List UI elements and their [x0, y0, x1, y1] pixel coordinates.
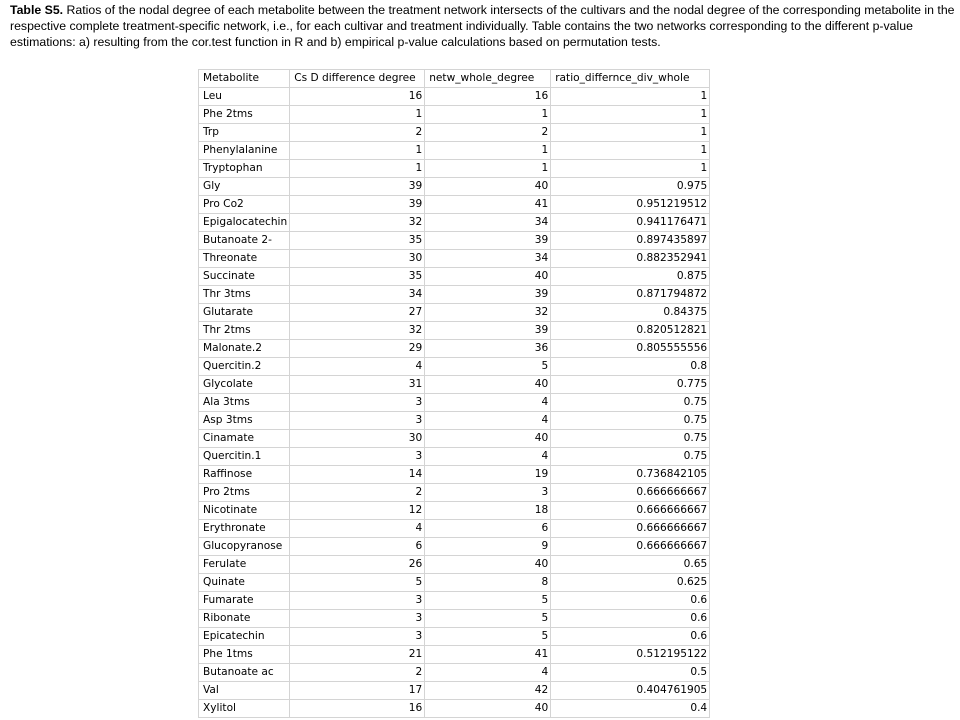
cell-whole-degree: 9 [425, 538, 551, 556]
cell-difference-degree: 3 [290, 412, 425, 430]
cell-ratio: 0.805555556 [551, 340, 710, 358]
cell-difference-degree: 1 [290, 106, 425, 124]
cell-ratio: 0.875 [551, 268, 710, 286]
cell-difference-degree: 2 [290, 124, 425, 142]
caption-label: Table S5. [10, 3, 64, 17]
cell-whole-degree: 40 [425, 178, 551, 196]
header-metabolite: Metabolite [199, 70, 290, 88]
cell-metabolite: Val [199, 682, 290, 700]
header-ratio: ratio_differnce_div_whole [551, 70, 710, 88]
cell-ratio: 1 [551, 142, 710, 160]
table-row [199, 646, 710, 664]
cell-difference-degree: 3 [290, 610, 425, 628]
cell-metabolite: Glucopyranose [199, 538, 290, 556]
header-difference-degree: Cs D difference degree [290, 70, 425, 88]
cell-ratio: 0.75 [551, 394, 710, 412]
cell-difference-degree: 1 [290, 160, 425, 178]
table-row [199, 376, 710, 394]
cell-ratio: 0.897435897 [551, 232, 710, 250]
cell-difference-degree: 39 [290, 196, 425, 214]
cell-whole-degree: 1 [425, 106, 551, 124]
cell-whole-degree: 4 [425, 412, 551, 430]
cell-difference-degree: 31 [290, 376, 425, 394]
cell-whole-degree: 40 [425, 268, 551, 286]
cell-difference-degree: 30 [290, 250, 425, 268]
cell-metabolite: Ferulate [199, 556, 290, 574]
table-row [199, 628, 710, 646]
cell-whole-degree: 6 [425, 520, 551, 538]
table-row [199, 412, 710, 430]
cell-ratio: 0.75 [551, 430, 710, 448]
cell-metabolite: Phe 2tms [199, 106, 290, 124]
table-row [199, 268, 710, 286]
cell-whole-degree: 4 [425, 664, 551, 682]
cell-whole-degree: 39 [425, 232, 551, 250]
cell-metabolite: Quinate [199, 574, 290, 592]
cell-ratio: 0.871794872 [551, 286, 710, 304]
table-body [199, 70, 710, 718]
table-row [199, 574, 710, 592]
cell-metabolite: Phe 1tms [199, 646, 290, 664]
cell-metabolite: Butanoate ac [199, 664, 290, 682]
cell-ratio: 0.6 [551, 592, 710, 610]
cell-difference-degree: 29 [290, 340, 425, 358]
cell-metabolite: Tryptophan [199, 160, 290, 178]
cell-whole-degree: 5 [425, 358, 551, 376]
cell-metabolite: Cinamate [199, 430, 290, 448]
cell-difference-degree: 2 [290, 484, 425, 502]
table-row [199, 538, 710, 556]
cell-ratio: 0.625 [551, 574, 710, 592]
cell-metabolite: Quercitin.1 [199, 448, 290, 466]
table-row [199, 466, 710, 484]
cell-ratio: 0.666666667 [551, 484, 710, 502]
cell-ratio: 0.666666667 [551, 520, 710, 538]
cell-ratio: 1 [551, 160, 710, 178]
table-caption [10, 2, 955, 50]
cell-whole-degree: 5 [425, 628, 551, 646]
cell-metabolite: Glycolate [199, 376, 290, 394]
cell-metabolite: Thr 3tms [199, 286, 290, 304]
metabolite-table [198, 69, 710, 718]
table-row [199, 88, 710, 106]
table-row [199, 430, 710, 448]
cell-difference-degree: 2 [290, 664, 425, 682]
cell-ratio: 0.512195122 [551, 646, 710, 664]
cell-metabolite: Succinate [199, 268, 290, 286]
table-row [199, 160, 710, 178]
cell-difference-degree: 32 [290, 214, 425, 232]
table-row [199, 322, 710, 340]
cell-ratio: 0.404761905 [551, 682, 710, 700]
cell-difference-degree: 26 [290, 556, 425, 574]
cell-difference-degree: 34 [290, 286, 425, 304]
cell-whole-degree: 5 [425, 592, 551, 610]
cell-whole-degree: 1 [425, 142, 551, 160]
cell-whole-degree: 19 [425, 466, 551, 484]
cell-metabolite: Pro Co2 [199, 196, 290, 214]
cell-whole-degree: 39 [425, 322, 551, 340]
cell-whole-degree: 40 [425, 700, 551, 718]
cell-difference-degree: 4 [290, 520, 425, 538]
cell-ratio: 0.820512821 [551, 322, 710, 340]
cell-metabolite: Leu [199, 88, 290, 106]
cell-difference-degree: 35 [290, 268, 425, 286]
cell-whole-degree: 41 [425, 646, 551, 664]
cell-metabolite: Glutarate [199, 304, 290, 322]
table-row [199, 484, 710, 502]
cell-ratio: 0.882352941 [551, 250, 710, 268]
cell-difference-degree: 14 [290, 466, 425, 484]
cell-whole-degree: 36 [425, 340, 551, 358]
cell-ratio: 0.4 [551, 700, 710, 718]
cell-ratio: 1 [551, 106, 710, 124]
cell-whole-degree: 5 [425, 610, 551, 628]
cell-metabolite: Epigalocatechin [199, 214, 290, 232]
cell-metabolite: Pro 2tms [199, 484, 290, 502]
header-whole-degree: netw_whole_degree [425, 70, 551, 88]
cell-whole-degree: 1 [425, 160, 551, 178]
cell-metabolite: Quercitin.2 [199, 358, 290, 376]
table-row [199, 358, 710, 376]
table-row [199, 286, 710, 304]
cell-difference-degree: 4 [290, 358, 425, 376]
cell-ratio: 0.75 [551, 412, 710, 430]
cell-difference-degree: 5 [290, 574, 425, 592]
table-row [199, 304, 710, 322]
cell-ratio: 1 [551, 88, 710, 106]
table-row [199, 142, 710, 160]
cell-difference-degree: 12 [290, 502, 425, 520]
table-row [199, 394, 710, 412]
cell-whole-degree: 32 [425, 304, 551, 322]
cell-difference-degree: 32 [290, 322, 425, 340]
cell-whole-degree: 18 [425, 502, 551, 520]
header-row [199, 70, 710, 88]
cell-metabolite: Gly [199, 178, 290, 196]
table-row [199, 502, 710, 520]
cell-whole-degree: 41 [425, 196, 551, 214]
cell-difference-degree: 30 [290, 430, 425, 448]
cell-metabolite: Asp 3tms [199, 412, 290, 430]
cell-difference-degree: 3 [290, 628, 425, 646]
cell-difference-degree: 16 [290, 700, 425, 718]
cell-whole-degree: 40 [425, 430, 551, 448]
cell-difference-degree: 1 [290, 142, 425, 160]
cell-whole-degree: 2 [425, 124, 551, 142]
cell-difference-degree: 17 [290, 682, 425, 700]
cell-whole-degree: 3 [425, 484, 551, 502]
cell-ratio: 0.975 [551, 178, 710, 196]
cell-whole-degree: 4 [425, 448, 551, 466]
cell-ratio: 0.6 [551, 628, 710, 646]
cell-whole-degree: 42 [425, 682, 551, 700]
cell-ratio: 0.75 [551, 448, 710, 466]
table-row [199, 610, 710, 628]
table-row [199, 592, 710, 610]
table-row [199, 232, 710, 250]
cell-ratio: 0.5 [551, 664, 710, 682]
cell-metabolite: Butanoate 2- [199, 232, 290, 250]
cell-metabolite: Xylitol [199, 700, 290, 718]
cell-metabolite: Erythronate [199, 520, 290, 538]
cell-ratio: 0.84375 [551, 304, 710, 322]
table-row [199, 124, 710, 142]
table-row [199, 106, 710, 124]
cell-metabolite: Malonate.2 [199, 340, 290, 358]
cell-ratio: 1 [551, 124, 710, 142]
cell-difference-degree: 39 [290, 178, 425, 196]
table-row [199, 178, 710, 196]
cell-metabolite: Trp [199, 124, 290, 142]
cell-whole-degree: 34 [425, 214, 551, 232]
cell-metabolite: Threonate [199, 250, 290, 268]
cell-ratio: 0.941176471 [551, 214, 710, 232]
cell-difference-degree: 16 [290, 88, 425, 106]
cell-ratio: 0.8 [551, 358, 710, 376]
cell-whole-degree: 8 [425, 574, 551, 592]
cell-difference-degree: 3 [290, 592, 425, 610]
table-row [199, 340, 710, 358]
cell-metabolite: Epicatechin [199, 628, 290, 646]
cell-ratio: 0.666666667 [551, 538, 710, 556]
table-row [199, 520, 710, 538]
cell-difference-degree: 3 [290, 394, 425, 412]
cell-metabolite: Raffinose [199, 466, 290, 484]
cell-metabolite: Ala 3tms [199, 394, 290, 412]
cell-ratio: 0.951219512 [551, 196, 710, 214]
caption-text: Ratios of the nodal degree of each metabolite between the treatment network intersects of the cultivars and the nodal degree of the corresponding metabolite in the respective complete treatment-specific network, i.e., for each cultivar and treatment individually. Table contains the two networks corresponding to the different p-value estimations: a) resulting from the cor.test function in R and b) empirical p-value calculations based on permutation tests. [10, 3, 955, 49]
cell-ratio: 0.666666667 [551, 502, 710, 520]
cell-metabolite: Ribonate [199, 610, 290, 628]
cell-difference-degree: 21 [290, 646, 425, 664]
cell-difference-degree: 6 [290, 538, 425, 556]
cell-whole-degree: 40 [425, 556, 551, 574]
cell-metabolite: Nicotinate [199, 502, 290, 520]
cell-metabolite: Fumarate [199, 592, 290, 610]
cell-metabolite: Phenylalanine [199, 142, 290, 160]
cell-difference-degree: 35 [290, 232, 425, 250]
table-row [199, 664, 710, 682]
table-row [199, 556, 710, 574]
cell-whole-degree: 34 [425, 250, 551, 268]
table-row [199, 214, 710, 232]
table-row [199, 700, 710, 718]
cell-whole-degree: 4 [425, 394, 551, 412]
cell-ratio: 0.6 [551, 610, 710, 628]
cell-ratio: 0.736842105 [551, 466, 710, 484]
cell-difference-degree: 3 [290, 448, 425, 466]
cell-whole-degree: 16 [425, 88, 551, 106]
table-row [199, 682, 710, 700]
table-row [199, 196, 710, 214]
cell-ratio: 0.65 [551, 556, 710, 574]
table-row [199, 250, 710, 268]
cell-difference-degree: 27 [290, 304, 425, 322]
cell-whole-degree: 39 [425, 286, 551, 304]
table-row [199, 448, 710, 466]
cell-ratio: 0.775 [551, 376, 710, 394]
cell-whole-degree: 40 [425, 376, 551, 394]
cell-metabolite: Thr 2tms [199, 322, 290, 340]
